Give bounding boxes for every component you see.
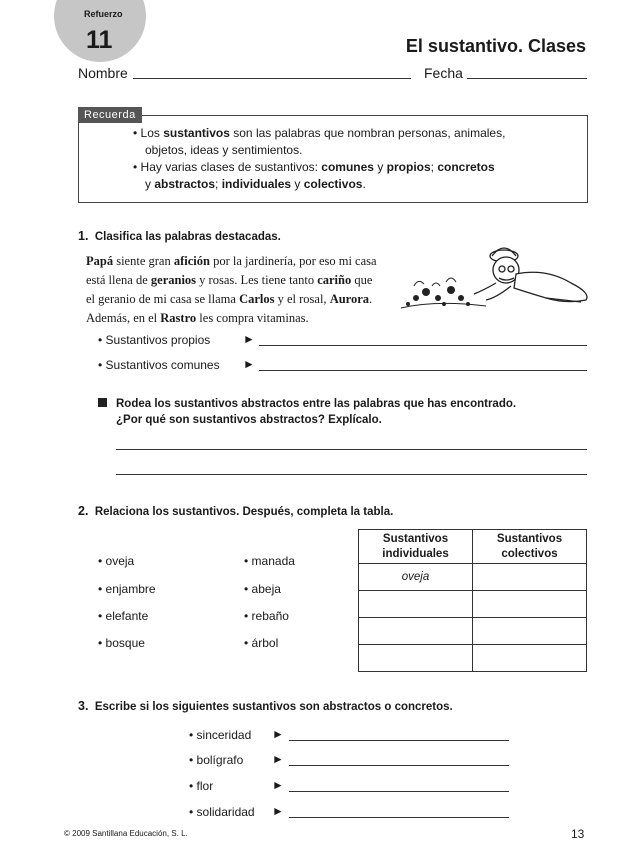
text: y — [145, 177, 155, 191]
exercise-number: 3. — [78, 699, 89, 713]
ex3-item: • sinceridad — [189, 728, 252, 742]
arrow-icon: ► — [272, 804, 284, 818]
ex3-item: • flor — [189, 779, 214, 793]
text: ; — [430, 160, 438, 174]
text: rebaño — [251, 609, 289, 623]
text: manada — [251, 554, 295, 568]
keyword: sustantivos — [163, 126, 230, 140]
exercise-2-heading — [78, 504, 393, 518]
name-field[interactable] — [133, 78, 411, 79]
text: por la jardinería, por eso mi casa — [209, 254, 377, 268]
keyword: propios — [386, 160, 431, 174]
table-cell[interactable]: oveja — [359, 564, 473, 591]
classification-table — [358, 529, 587, 672]
text: flor — [196, 779, 214, 793]
highlight-word: cariño — [317, 273, 352, 287]
text: Rodea los sustantivos abstractos entre las palabras que has encontrado. — [116, 398, 517, 410]
table-header-individuales — [359, 530, 473, 564]
text: . — [362, 177, 366, 191]
text: que — [351, 273, 373, 287]
word-item: • abeja — [244, 582, 281, 596]
word-item: • árbol — [244, 636, 279, 650]
text: Sustantivos comunes — [105, 358, 220, 372]
comunes-label — [98, 358, 220, 372]
text: Sustantivos — [382, 532, 449, 545]
highlight-word: Papá — [86, 254, 114, 268]
ex3-answer-line[interactable] — [289, 817, 509, 818]
text: bosque — [105, 636, 145, 650]
arrow-icon: ► — [272, 778, 284, 792]
ex3-answer-line[interactable] — [289, 765, 509, 766]
text: les compra vitaminas. — [196, 311, 309, 325]
text: Sustantivos — [496, 532, 563, 545]
explain-line-1[interactable] — [116, 449, 587, 450]
bullet-dot: • — [133, 160, 141, 174]
text: . — [369, 292, 373, 306]
exercise-number: 2. — [78, 504, 89, 518]
ex3-item: • bolígrafo — [189, 753, 244, 767]
text: Además, en el — [86, 311, 161, 325]
badge-label: Refuerzo — [84, 9, 123, 19]
text: Los — [140, 126, 164, 140]
explain-line-2[interactable] — [116, 474, 587, 475]
text: el geranio de mi casa se llama — [86, 292, 240, 306]
ex3-answer-line[interactable] — [289, 791, 509, 792]
highlight-word: Rastro — [160, 311, 197, 325]
table-cell[interactable] — [359, 591, 473, 618]
text: son las palabras que nombran personas, animales, — [229, 126, 506, 140]
propios-label — [98, 333, 210, 347]
text: elefante — [105, 609, 149, 623]
text: solidaridad — [196, 805, 255, 819]
keyword: comunes — [321, 160, 374, 174]
page-title: El sustantivo. Clases — [405, 36, 586, 56]
text: abeja — [251, 582, 281, 596]
text: y — [373, 160, 387, 174]
gardener-illustration — [396, 238, 596, 318]
keyword: colectivos — [303, 177, 363, 191]
story-text — [86, 252, 396, 328]
table-cell[interactable] — [359, 618, 473, 645]
exercise-3-heading — [78, 699, 453, 713]
text: y el rosal, — [274, 292, 330, 306]
badge-number: 11 — [86, 26, 113, 54]
text: siente gran — [113, 254, 174, 268]
text: Hay varias clases de sustantivos: — [140, 160, 322, 174]
copyright: © 2009 Santillana Educación, S. L. — [64, 829, 188, 838]
arrow-icon: ► — [243, 332, 255, 346]
bullet-dot: • — [98, 358, 106, 372]
highlight-word: afición — [173, 254, 210, 268]
table-cell[interactable] — [473, 645, 587, 672]
word-item: • manada — [244, 554, 295, 568]
exercise-instruction: Clasifica las palabras destacadas. — [94, 231, 281, 243]
exercise-1-heading — [78, 229, 281, 243]
table-cell[interactable] — [359, 645, 473, 672]
recuerda-bullet-2 — [133, 159, 495, 193]
text: y — [291, 177, 304, 191]
exercise-instruction: Relaciona los sustantivos. Después, completa la tabla. — [94, 506, 394, 518]
keyword: abstractos — [154, 177, 216, 191]
text: sinceridad — [196, 728, 252, 742]
name-label: Nombre — [78, 65, 128, 81]
text: enjambre — [105, 582, 156, 596]
recuerda-tag: Recuerda — [78, 107, 142, 123]
page-number: 13 — [571, 827, 585, 841]
recuerda-bullet-1 — [133, 125, 505, 159]
arrow-icon: ► — [272, 727, 284, 741]
text: está llena de — [86, 273, 151, 287]
date-label: Fecha — [424, 65, 463, 81]
table-cell[interactable] — [473, 564, 587, 591]
word-item: • bosque — [98, 636, 145, 650]
square-bullet-icon — [98, 398, 107, 407]
text: Sustantivos propios — [105, 333, 211, 347]
highlight-word: Aurora — [329, 292, 370, 306]
bullet-dot: • — [98, 333, 106, 347]
highlight-word: geranios — [150, 273, 197, 287]
propios-answer-line[interactable] — [259, 345, 587, 346]
date-field[interactable] — [467, 78, 587, 79]
text: objetos, ideas y sentimientos. — [145, 143, 303, 157]
word-item: • enjambre — [98, 582, 156, 596]
table-cell[interactable] — [473, 618, 587, 645]
bullet-dot: • — [133, 126, 141, 140]
ex3-answer-line[interactable] — [289, 740, 509, 741]
exercise-instruction: Escribe si los siguientes sustantivos son abstractos o concretos. — [94, 701, 453, 713]
text: y rosas. Les tiene tanto — [196, 273, 318, 287]
word-item: • rebaño — [244, 609, 289, 623]
table-cell[interactable] — [473, 591, 587, 618]
text: árbol — [251, 636, 279, 650]
text: individuales — [382, 547, 449, 560]
keyword: individuales — [221, 177, 292, 191]
word-item: • elefante — [98, 609, 149, 623]
comunes-answer-line[interactable] — [259, 370, 587, 371]
text: oveja — [105, 554, 135, 568]
text: ; — [215, 177, 222, 191]
text: bolígrafo — [196, 753, 244, 767]
highlight-word: Carlos — [239, 292, 275, 306]
arrow-icon: ► — [272, 752, 284, 766]
exercise-number: 1. — [78, 229, 89, 243]
ex3-item: • solidaridad — [189, 805, 255, 819]
arrow-icon: ► — [243, 357, 255, 371]
text: ¿Por qué son sustantivos abstractos? Explícalo. — [116, 414, 382, 426]
text: colectivos — [501, 547, 558, 560]
sub-instruction — [116, 396, 516, 428]
table-header-colectivos — [473, 530, 587, 564]
word-item: • oveja — [98, 554, 135, 568]
keyword: concretos — [437, 160, 495, 174]
